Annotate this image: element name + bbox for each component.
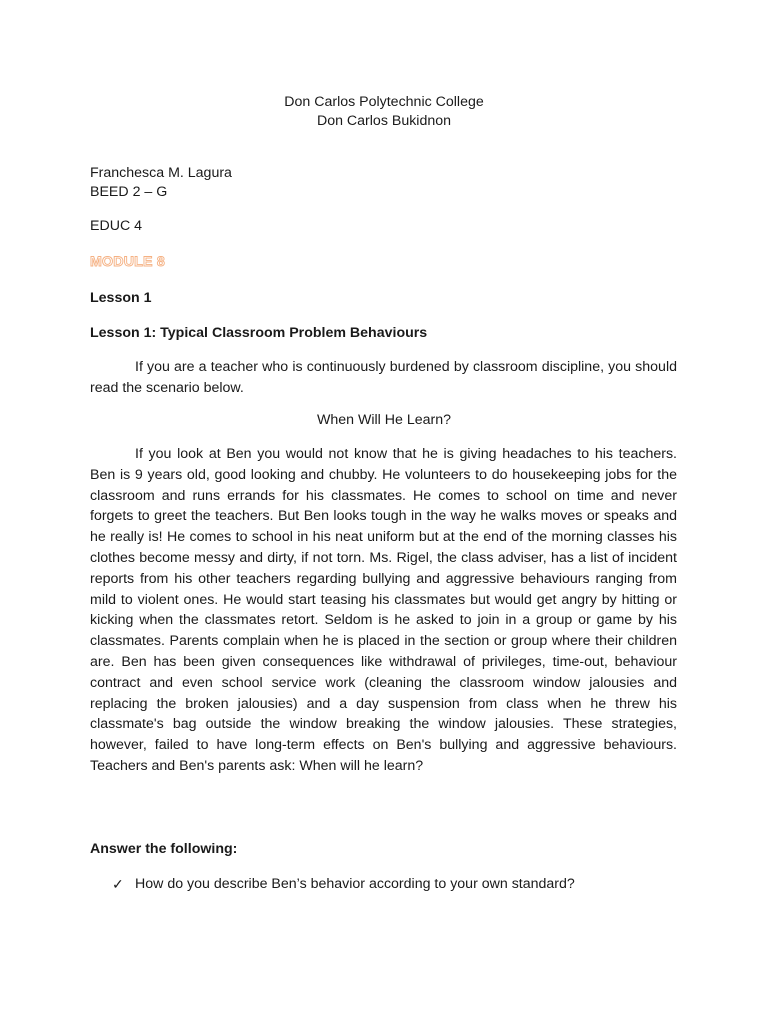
document-header [0, 93, 768, 131]
module-title: MODULE 8 [90, 254, 165, 270]
lesson-label: Lesson 1 [90, 290, 152, 306]
question-text: How do you describe Ben’s behavior according to your own standard? [135, 876, 575, 892]
institution-name: Don Carlos Polytechnic College [284, 94, 484, 110]
checkmark-icon: ✓ [112, 876, 124, 893]
intro-paragraph: If you are a teacher who is continuously burdened by classroom discipline, you should read the scenario below. [90, 359, 677, 396]
scenario-title: When Will He Learn? [316, 412, 452, 428]
course-code: EDUC 4 [90, 218, 143, 234]
question-item [112, 874, 575, 895]
student-info [90, 164, 677, 201]
student-section: BEED 2 – G [90, 183, 168, 200]
answer-heading: Answer the following: [90, 841, 238, 857]
lesson-title: Lesson 1: Typical Classroom Problem Behaviours [90, 325, 428, 341]
institution-location: Don Carlos Bukidnon [316, 113, 452, 129]
scenario-paragraph: If you look at Ben you would not know that he is giving headaches to his teachers. Ben is 9 years old, good looking and chubby. He volunteers to do housekeeping jobs for the classroom and runs errands for his classmates. He comes to school on time and never forgets to greet the teachers. But Ben looks tough in the way he walks moves or speaks and he really is! He comes to school in his neat uniform but at the end of the morning classes his clothes become messy and dirty, if not torn. Ms. Rigel, the class adviser, has a list of incident reports from his other teachers regarding bullying and aggressive behaviours ranging from mild to violent ones. He would start teasing his classmates but would get angry by hitting or kicking when the classmates retort. Seldom is he asked to join in a group or game by his classmates. Parents complain when he is placed in the section or group where their children are. Ben has been given consequences like withdrawal of privileges, time-out, behaviour contract and even school service work (cleaning the classroom window jalousies and replacing the broken jalousies) and a day suspension from class when he threw his classmate's bag outside the window breaking the window jalousies. These strategies, however, failed to have long-term effects on Ben's bullying and aggressive behaviours. Teachers and Ben's parents ask: When will he learn? [90, 446, 677, 774]
student-name: Franchesca M. Lagura [90, 165, 232, 181]
